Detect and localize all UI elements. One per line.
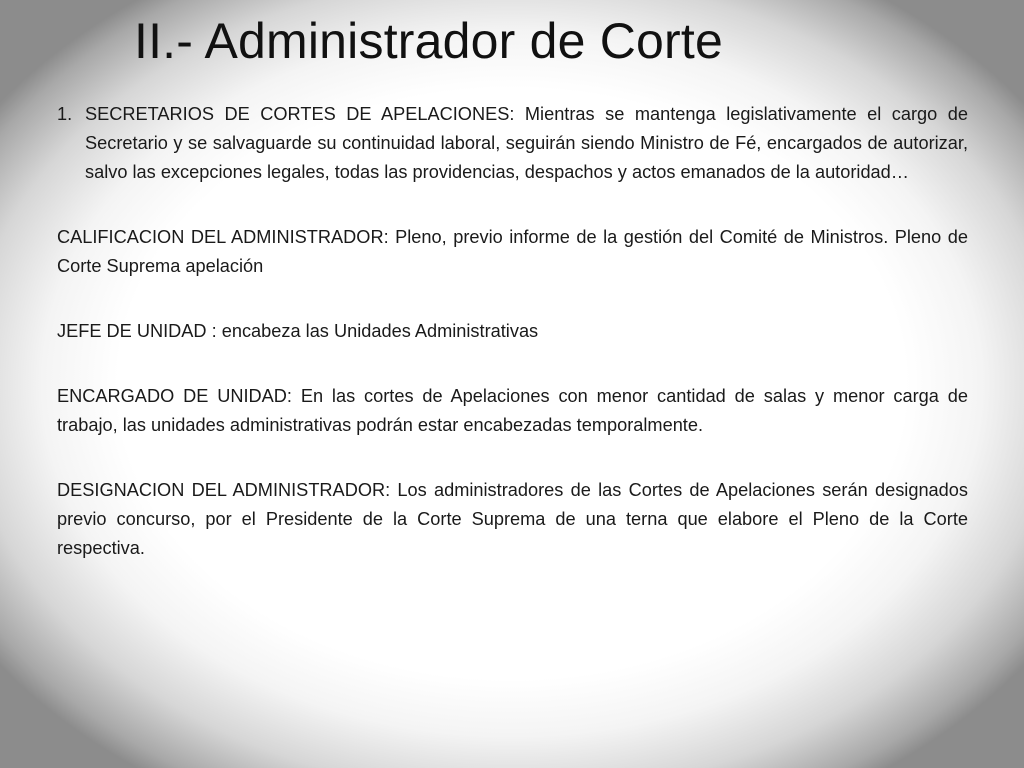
paragraph-designacion: DESIGNACION DEL ADMINISTRADOR: Los administradores de las Cortes de Apelaciones serán designados previo concurso, por el Presidente de la Corte Suprema de una terna que elabore el Pleno de la Corte respectiva.: [57, 480, 968, 558]
paragraph-encargado-de-unidad: ENCARGADO DE UNIDAD: En las cortes de Apelaciones con menor cantidad de salas y menor carga de trabajo, las unidades administrativas podrán estar encabezadas temporalmente.: [57, 386, 968, 435]
list-item-secretarios: [57, 100, 968, 187]
slide-title: II.- Administrador de Corte: [134, 13, 723, 69]
paragraph-jefe-de-unidad: JEFE DE UNIDAD : encabeza las Unidades Administrativas: [57, 321, 539, 341]
list-item-text: SECRETARIOS DE CORTES DE APELACIONES: Mientras se mantenga legislativamente el cargo de Secretario y se salvaguarde su continuidad laboral, seguirán siendo Ministro de Fé, encargados de autorizar, salvo las excepciones legales, todas las providencias, despachos y actos emanados de la autoridad…: [85, 104, 968, 182]
slide-content: [57, 100, 968, 599]
list-item-number: 1.: [57, 104, 73, 124]
paragraph-calificacion: CALIFICACION DEL ADMINISTRADOR: Pleno, previo informe de la gestión del Comité de Ministros. Pleno de Corte Suprema apelación: [57, 227, 968, 276]
